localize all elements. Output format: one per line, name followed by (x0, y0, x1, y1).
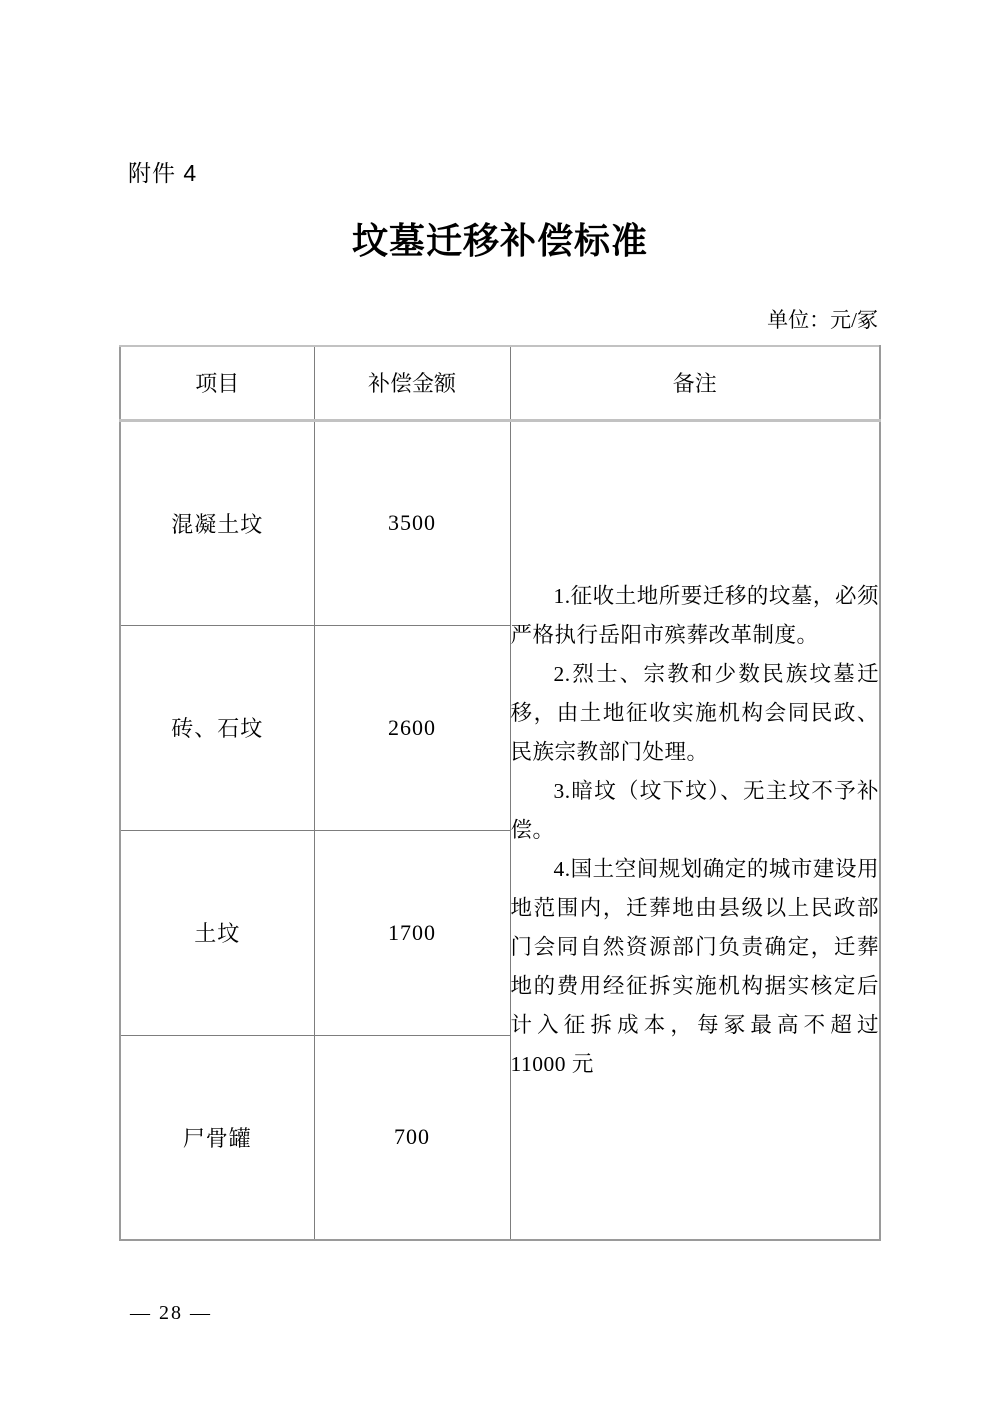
unit-note: 单位：元/冢 (767, 308, 878, 332)
compensation-table (119, 345, 881, 1241)
attachment-label: 附件 4 (128, 160, 198, 186)
remark-paragraph-4: 4.国土空间规划确定的城市建设用地范围内，迁葬地由县级以上民政部门会同自然资源部门负责确定，迁葬地的费用经征拆实施机构据实核定后计入征拆成本，每冢最高不超过 11000 元 (510, 856, 879, 1076)
amount-cell-concrete-grave: 3500 (314, 420, 510, 625)
column-header-item: 项目 (120, 346, 314, 420)
table-row (120, 420, 880, 625)
column-header-remark: 备注 (510, 346, 880, 420)
remark-paragraph-2: 2.烈士、宗教和少数民族坟墓迁移，由土地征收实施机构会同民政、民族宗教部门处理。 (510, 661, 879, 764)
amount-cell-earth-grave: 1700 (314, 830, 510, 1035)
remark-paragraph-3: 3.暗坟（坟下坟）、无主坟不予补偿。 (510, 778, 879, 842)
item-cell-brick-stone-grave: 砖、石坟 (120, 625, 314, 830)
amount-cell-brick-stone-grave: 2600 (314, 625, 510, 830)
amount-cell-bone-urn: 700 (314, 1035, 510, 1240)
remark-paragraph-1: 1.征收土地所要迁移的坟墓，必须严格执行岳阳市殡葬改革制度。 (510, 583, 879, 647)
page-number: — 28 — (130, 1302, 212, 1324)
page-title: 坟墓迁移补偿标准 (351, 221, 648, 261)
item-cell-concrete-grave: 混凝土坟 (120, 420, 314, 625)
remarks-cell (510, 420, 880, 1240)
item-cell-earth-grave: 土坟 (120, 830, 314, 1035)
table-header-row (120, 346, 880, 420)
item-cell-bone-urn: 尸骨罐 (120, 1035, 314, 1240)
column-header-amount: 补偿金额 (314, 346, 510, 420)
